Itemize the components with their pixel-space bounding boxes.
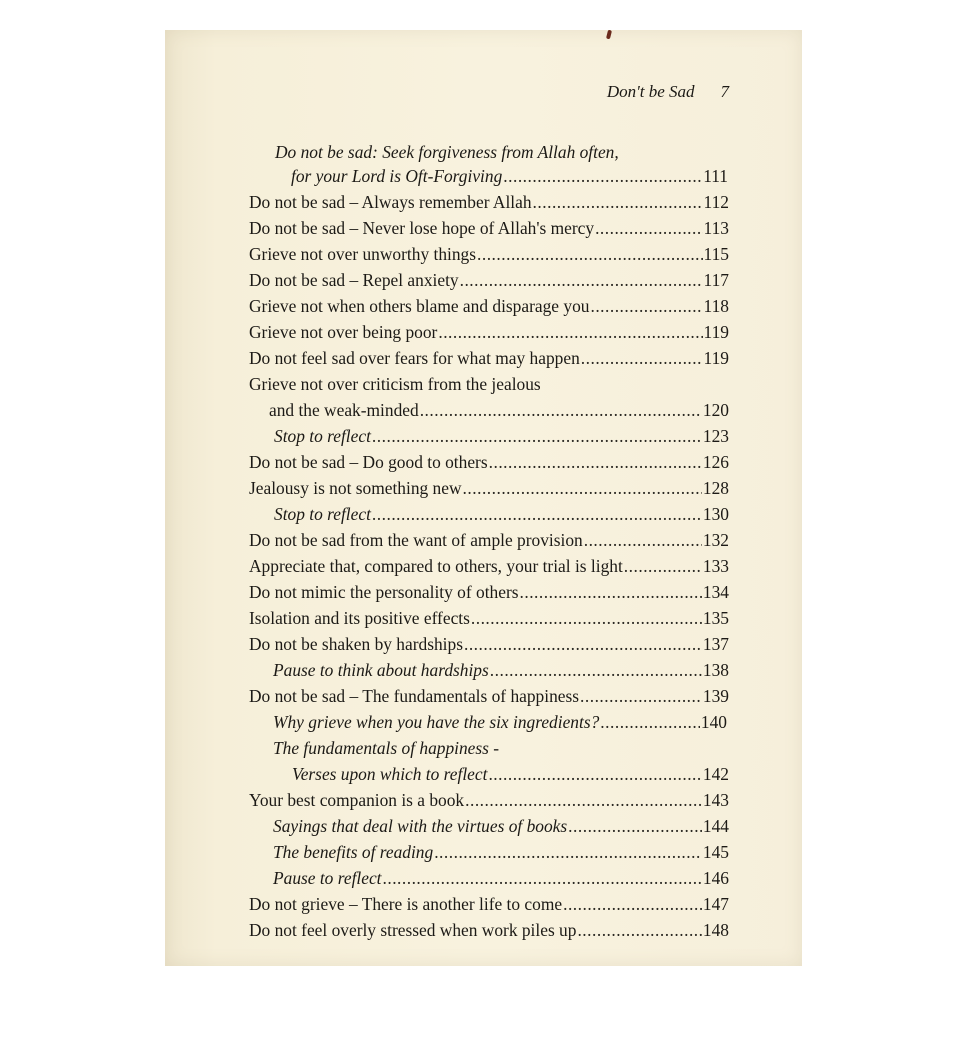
toc-entry-title: Pause to reflect [273, 868, 382, 888]
toc-page-number: 126 [702, 452, 729, 472]
book-title: Don't be Sad [606, 82, 695, 101]
toc-entry-title: Jealousy is not something new [249, 478, 462, 498]
toc-entry-title: Grieve not over being poor [249, 322, 438, 342]
toc-entry-title: Do not grieve – There is another life to come [249, 894, 563, 914]
toc-entry [249, 320, 729, 344]
toc-entry [273, 814, 729, 838]
toc-page-number: 111 [703, 166, 728, 186]
toc-entry-title: and the weak-minded [269, 400, 419, 420]
ink-mark [606, 30, 612, 40]
running-header [607, 82, 729, 102]
toc-entry-title: Stop to reflect [274, 426, 371, 446]
toc-entry [274, 502, 729, 526]
toc-page-number: 139 [702, 686, 729, 706]
toc-entry-title: Do not be sad from the want of ample provision [249, 530, 583, 550]
toc-entry-line: Do not be sad: Seek forgiveness from Allah often, [275, 142, 619, 162]
toc-entry [249, 476, 729, 500]
toc-entry [291, 164, 728, 188]
toc-entry [249, 892, 729, 916]
toc-entry-title: Do not be sad – Never lose hope of Allah's mercy [249, 218, 595, 238]
toc-page-number: 118 [703, 296, 729, 316]
toc-entry-title: Do not be sad – The fundamentals of happiness [249, 686, 580, 706]
toc-entry-title: Your best companion is a book [249, 790, 465, 810]
toc-page-number: 130 [702, 504, 729, 524]
toc-entry [249, 918, 729, 942]
toc-entry-title: Appreciate that, compared to others, your trial is light [249, 556, 623, 576]
toc-page-number: 123 [702, 426, 729, 446]
toc-entry-title: Verses upon which to reflect [292, 764, 488, 784]
toc-entry-title: Pause to think about hardships [273, 660, 489, 680]
toc-page-number: 133 [702, 556, 729, 576]
toc-entry-title: Isolation and its positive effects [249, 608, 470, 628]
toc-entry-title: Do not mimic the personality of others [249, 582, 519, 602]
toc-page-number: 134 [702, 582, 729, 602]
toc-entry-title: Do not be sad – Do good to others [249, 452, 488, 472]
toc-page-number: 112 [703, 192, 729, 212]
toc-entry-title: Why grieve when you have the six ingredients? [273, 712, 600, 732]
toc-entry-title: Do not feel overly stressed when work piles up [249, 920, 577, 940]
toc-entry [249, 190, 729, 214]
toc-entry-title: Stop to reflect [274, 504, 371, 524]
toc-entry-title: Grieve not when others blame and disparage you [249, 296, 590, 316]
toc-entry [249, 606, 729, 630]
toc-entry [249, 580, 729, 604]
toc-page-number: 140 [700, 712, 727, 732]
toc-page-number: 120 [702, 400, 729, 420]
toc-page-number: 144 [702, 816, 729, 836]
toc-page-number: 128 [702, 478, 729, 498]
toc-page-number: 142 [702, 764, 729, 784]
toc-entry [249, 216, 729, 240]
toc-entry-title: Sayings that deal with the virtues of books [273, 816, 568, 836]
toc-entry [249, 346, 729, 370]
toc-entry [269, 398, 729, 422]
toc-entry-title: The benefits of reading [273, 842, 434, 862]
book-page [165, 30, 802, 966]
toc-page-number: 135 [702, 608, 729, 628]
toc-page-number: 132 [702, 530, 729, 550]
toc-entry [249, 632, 729, 656]
toc-entry [273, 658, 729, 682]
toc-entry [273, 840, 729, 864]
toc-page-number: 145 [702, 842, 729, 862]
toc-entry-line: Grieve not over criticism from the jealous [249, 374, 541, 394]
toc-page-number: 146 [702, 868, 729, 888]
toc-entry [249, 268, 729, 292]
toc-page-number: 147 [702, 894, 729, 914]
toc-entry-line: The fundamentals of happiness - [273, 738, 500, 758]
toc-page-number: 119 [703, 322, 729, 342]
toc-page-number: 113 [703, 218, 729, 238]
toc-entry-title: Do not be sad – Repel anxiety [249, 270, 459, 290]
toc-entry [249, 788, 729, 812]
toc-entry [249, 242, 729, 266]
toc-entry [292, 762, 729, 786]
toc-entry [274, 424, 729, 448]
toc-entry [273, 710, 727, 734]
toc-page-number: 138 [702, 660, 729, 680]
toc-page-number: 119 [703, 348, 729, 368]
toc-entry-title: for your Lord is Oft-Forgiving [291, 166, 503, 186]
toc-entry [249, 528, 729, 552]
toc-page-number: 115 [703, 244, 729, 264]
toc-page-number: 148 [702, 920, 729, 940]
toc-entry-title: Do not feel sad over fears for what may happen [249, 348, 580, 368]
toc-entry [249, 554, 729, 578]
toc-entry [249, 294, 729, 318]
toc-page-number: 143 [702, 790, 729, 810]
toc-page-number: 137 [702, 634, 729, 654]
toc-page-number: 117 [703, 270, 729, 290]
toc-entry-title: Do not be shaken by hardships [249, 634, 463, 654]
toc-entry [249, 684, 729, 708]
toc-entry [249, 450, 729, 474]
toc-entry-title: Grieve not over unworthy things [249, 244, 477, 264]
toc-entry [273, 866, 729, 890]
page-number: 7 [720, 82, 729, 101]
toc-entry-title: Do not be sad – Always remember Allah [249, 192, 532, 212]
